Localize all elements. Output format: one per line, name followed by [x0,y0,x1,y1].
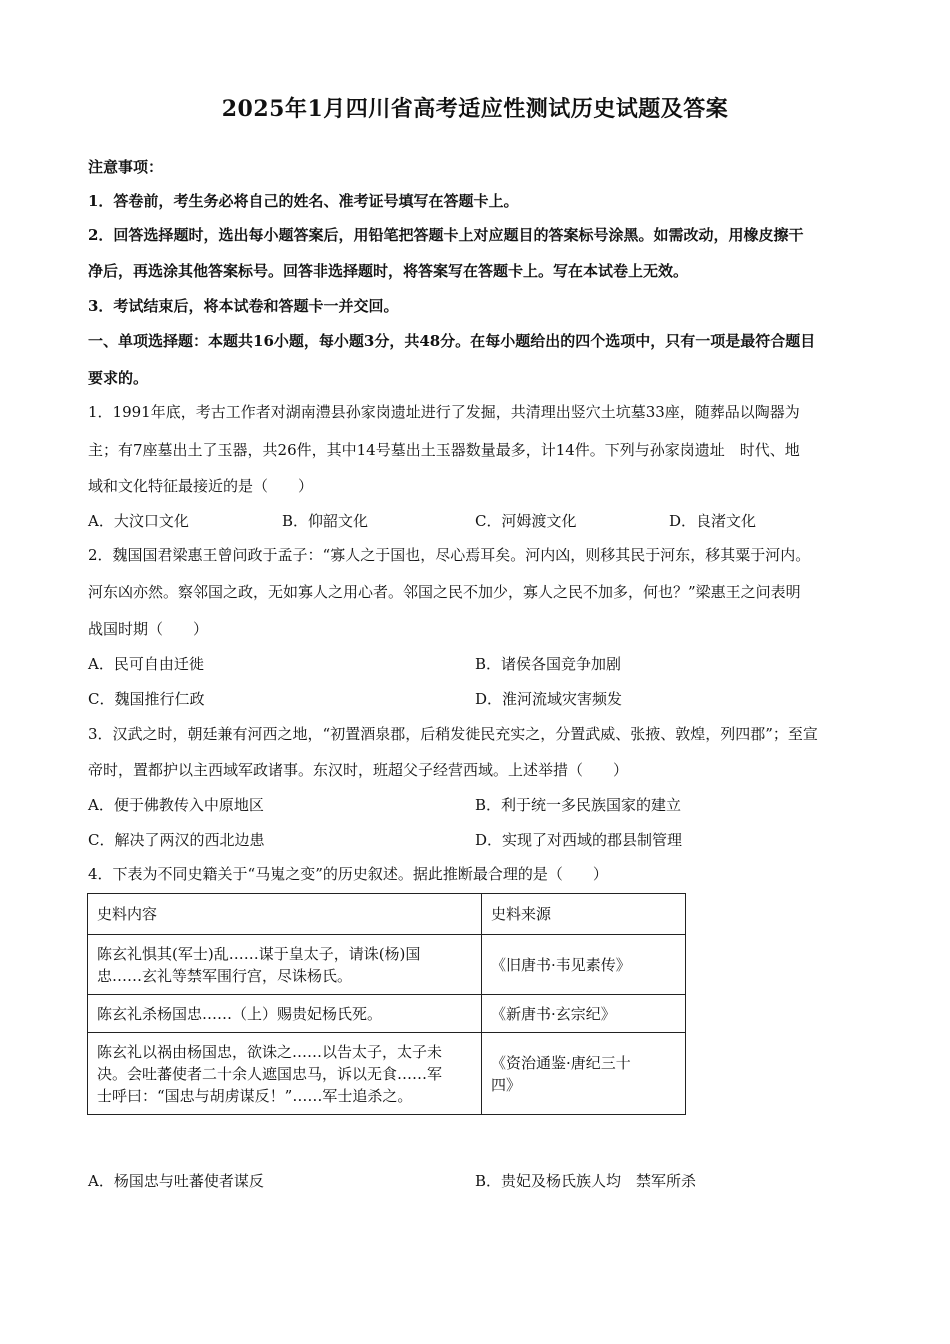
q3-option-a: A．便于佛教传入中原地区 [88,796,264,814]
table-row [88,935,686,995]
q1-option-a: A．大汶口文化 [88,512,189,530]
cell-text-line: 陈玄礼以祸由杨国忠，欲诛之……以告太子，太子未 [97,1042,443,1061]
q3-option-d: D．实现了对西域的郡县制管理 [475,831,683,849]
cell-text-line: 陈玄礼惧其(军士)乱……谋于皇太子，请诛(杨)国 [97,944,421,963]
section-heading-line-2: 要求的。 [88,369,149,387]
cell-text-line: 忠……玄礼等禁军围行宫，尽诛杨氏。 [97,966,353,985]
q3-stem-line-2: 帝时，置都护以主西域军政诸事。东汉时，班超父子经营西域。上述举措（ ） [88,761,629,779]
table-cell-source: 《新唐书·玄宗纪》 [482,995,686,1033]
q1-option-d: D．良渚文化 [669,512,757,530]
table-cell-source [482,1033,686,1115]
q2-stem-line-3: 战国时期（ ） [88,620,209,638]
q2-option-b: B．诸侯各国竞争加剧 [475,655,622,673]
section-heading-line-1: 一、单项选择题：本题共16小题，每小题3分，共48分。在每小题给出的四个选项中，只有一项是最符合题目 [88,332,816,350]
table-header-content: 史料内容 [88,894,482,935]
q2-option-a: A．民可自由迁徙 [88,655,204,673]
table-row [88,995,686,1033]
table-cell-content [88,935,482,995]
cell-text-line: 士呼曰：“国忠与胡虏谋反！”……军士追杀之。 [97,1086,413,1105]
q3-stem-line-1: 3．汉武之时，朝廷兼有河西之地，“初置酒泉郡，后稍发徙民充实之，分置武威、张掖、敦煌，列四郡”；至宣 [88,725,818,743]
notes-item-2-line-2: 净后，再选涂其他答案标号。回答非选择题时，将答案写在答题卡上。写在本试卷上无效。 [88,262,689,280]
q2-option-c: C．魏国推行仁政 [88,690,205,708]
table-cell-content [88,1033,482,1115]
source-table [87,893,686,1115]
table-header-row [88,894,686,935]
notes-item-3: 3．考试结束后，将本试卷和答题卡一并交回。 [88,297,399,315]
q1-stem-line-1: 1．1991年底，考古工作者对湖南澧县孙家岗遗址进行了发掘，共清理出竖穴土坑墓33座，随葬品以陶器为 [88,403,800,421]
q4-option-a: A．杨国忠与吐蕃使者谋反 [88,1172,264,1190]
q4-option-b: B．贵妃及杨氏族人均 禁军所杀 [475,1172,697,1190]
q1-stem-line-3: 域和文化特征最接近的是（ ） [88,477,314,495]
table-row [88,1033,686,1115]
cell-text-line: 决。会吐蕃使者二十余人遮国忠马，诉以无食……军 [97,1064,443,1083]
page-title: 2025年1月四川省高考适应性测试历史试题及答案 [221,96,729,122]
q4-stem: 4．下表为不同史籍关于“马嵬之变”的历史叙述。据此推断最合理的是（ ） [88,865,608,883]
table-cell-content: 陈玄礼杀杨国忠……（上）赐贵妃杨氏死。 [88,995,482,1033]
table-header-source: 史料来源 [482,894,686,935]
q3-option-b: B．利于统一多民族国家的建立 [475,796,682,814]
notes-item-1: 1．答卷前，考生务必将自己的姓名、准考证号填写在答题卡上。 [88,192,519,210]
q2-stem-line-2: 河东凶亦然。察邻国之政，无如寡人之用心者。邻国之民不加少，寡人之民不加多，何也？”梁惠王之问表明 [88,583,801,601]
cell-text-line: 《资治通鉴·唐纪三十 [491,1053,631,1072]
notes-heading: 注意事项： [88,158,164,176]
q1-stem-line-2: 主；有7座墓出土了玉器，共26件，其中14号墓出土玉器数量最多，计14件。下列与孙家岗遗址 时代、地 [88,441,800,459]
q1-option-b: B．仰韶文化 [282,512,369,530]
q3-option-c: C．解决了两汉的西北边患 [88,831,265,849]
cell-text-line: 四》 [491,1075,522,1094]
q2-stem-line-1: 2．魏国国君梁惠王曾问政于孟子：“寡人之于国也，尽心焉耳矣。河内凶，则移其民于河东，移其粟于河内。 [88,546,811,564]
q1-option-c: C．河姆渡文化 [475,512,577,530]
table-cell-source: 《旧唐书·韦见素传》 [482,935,686,995]
notes-item-2-line-1: 2．回答选择题时，选出每小题答案后，用铅笔把答题卡上对应题目的答案标号涂黑。如需改动，用橡皮擦干 [88,226,804,244]
q2-option-d: D．淮河流域灾害频发 [475,690,623,708]
